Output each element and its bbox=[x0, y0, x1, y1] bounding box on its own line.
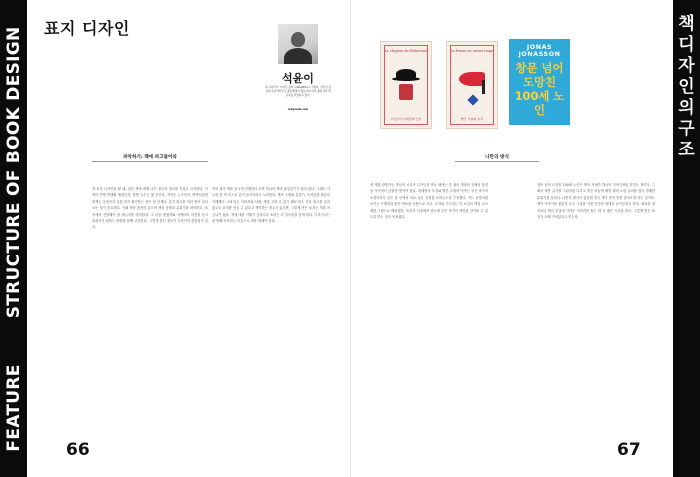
spine-char: 조 bbox=[678, 140, 695, 160]
book-title: La femme au carnet rouge bbox=[450, 49, 494, 53]
spine-char: 자 bbox=[678, 56, 695, 76]
right-spine-title bbox=[673, 14, 700, 161]
spine-char: 인 bbox=[678, 77, 695, 97]
title-line: 100세 노인 bbox=[514, 89, 565, 117]
spine-char: 의 bbox=[678, 98, 695, 118]
spine-char: 책 bbox=[678, 14, 695, 34]
body-column: 창문 넘어 도망친 100세 노인은 제목 자체가 하나의 이야기처럼 읽히는 책이다. 그래서 제목 글자를 그림처럼 다루고 밝은 하늘색 배경 위에 노란 글씨를 얹어 경쾌한 분위기를 살렸다. 나만의 방식이 있다면 결국 책이 먼저 말을 걸어오게 하는 것이다. 책의 이야기를 충분히 듣고 그것을 가장 단순한 형태로 보여주려고 한다. 화려한 장식보다 책의 본질에 가까운 이미지를 찾는 데 더 많은 시간을 쓴다. 그렇게 만든 표지가 오래 기억된다고 믿는다. bbox=[537, 183, 655, 220]
spread-gutter bbox=[350, 0, 351, 477]
hat-brim bbox=[392, 77, 420, 81]
card-symbol bbox=[399, 84, 413, 100]
section-heading-right: 나만의 방식 bbox=[485, 155, 509, 160]
shoe-heel bbox=[482, 80, 485, 94]
title-line: 도망친 bbox=[522, 75, 556, 89]
section-rule-right bbox=[455, 161, 539, 162]
page-title: 표지 디자인 bbox=[44, 19, 130, 38]
author-portrait bbox=[278, 24, 318, 64]
left-spine-bar bbox=[0, 0, 27, 477]
book-cover-100-year-old bbox=[509, 39, 570, 125]
body-column: 여러 권의 책을 동시에 진행하다 보면 하나의 책에 몰입하기가 쉽지 않다. 그래도 가능한 한 책 속으로 깊이 들어가려고 노력한다. 책의 주제와 분위기, 독자층을 충분히 이해해야 그에 맞는 이미지와 서체, 색을 고를 수 있기 때문이다. 간혹 원고를 읽지 않고도 표지를 만들 수 있다고 생각하는 경우가 있지만, 그렇게 만든 표지는 책과 어긋나기 쉽다. 책에 대한 이해가 깊을수록 표지는 더 설득력을 갖게 된다. 디자이너는 첫 번째 독자라는 마음으로 책을 대해야 한다. bbox=[212, 187, 330, 224]
body-column: 세 책을 관통하는 하나의 시리즈 디자인을 만들 때에는 각 권의 개성과 전체의 통일성 사이에서 균형을 찾아야 한다. 미테랑의 모자와 빨간 수첩의 여자는 같은 작가의 소설이어서 같은 틀 안에서 서로 다른 상징을 보여주도록 구성했다. 카드 문양처럼 보이는 프레임과 붉은 색조를 공통으로 쓰고, 모자와 구두라는 각 소설의 핵심 오브제를 그림으로 배치했다. 독자가 서점에서 한눈에 같은 작가의 책임을 알아볼 수 있도록 하는 것이 목표였다. bbox=[370, 183, 488, 220]
right-spine-bar bbox=[673, 0, 700, 477]
spine-char: 디 bbox=[678, 35, 695, 55]
section-heading-left: 파악하기: 책에 파고들어라 bbox=[123, 155, 177, 160]
book-subtitle: 빨간 수첩의 여자 bbox=[460, 117, 484, 121]
author-bio: 북 디자이너. 디자인 잡지 <GRAPHIC> 기획자. 인문서 중심의 북디자인으로 출판계에서 활동하며 여러 출판사의 책 표지를 작업하고 있다. bbox=[265, 86, 331, 97]
book-title bbox=[513, 61, 566, 117]
portrait-shoulders bbox=[284, 48, 312, 64]
book-cover-mitterrand bbox=[380, 41, 432, 129]
author-name: 석윤이 bbox=[282, 72, 314, 85]
page-number-right: 67 bbox=[617, 440, 641, 460]
body-column: 책 표지 디자인을 할 때, 일단 책에 대해 나은 정도의 정보를 가지고 시작한다. 이 책이 언제 발행될 예정인지, 발행 부수는 몇 부인지, 저자는 누구인지, 번역서라면 원제는 무엇인지 등을 먼저 확인하는 것이 첫 단계다. 특히 원고를 미리 받아 읽어 보는 것이 중요하다. 이때 책을 꼼꼼히 읽으며 핵심 문장과 분위기를 파악하고, 표지에서 전달해야 할 메시지를 정리한다. 그 다음 편집자와 마케터의 의견을 듣고 출판사가 원하는 방향을 함께 고민한다. 그렇게 쌓인 정보가 디자인의 출발점이 된다. bbox=[92, 187, 208, 230]
book-title: Le chapeau de Mitterrand bbox=[384, 49, 428, 53]
book-author: JONAS JONASSON bbox=[518, 44, 561, 58]
page-number-left: 66 bbox=[66, 440, 90, 460]
author-site: ssbyseok.com bbox=[287, 108, 309, 111]
portrait-head bbox=[291, 32, 305, 47]
book-cover-red-notebook bbox=[446, 41, 498, 129]
book-subtitle: 프랑수아 미테랑의 모자 bbox=[390, 117, 422, 121]
left-spine-text bbox=[4, 26, 24, 451]
title-line: 창문 넘어 bbox=[515, 61, 564, 75]
section-rule-left bbox=[92, 161, 208, 162]
feature-label: FEATURE bbox=[3, 363, 24, 452]
spine-title: STRUCTURE OF BOOK DESIGN bbox=[3, 25, 24, 318]
spine-char: 구 bbox=[678, 119, 695, 139]
